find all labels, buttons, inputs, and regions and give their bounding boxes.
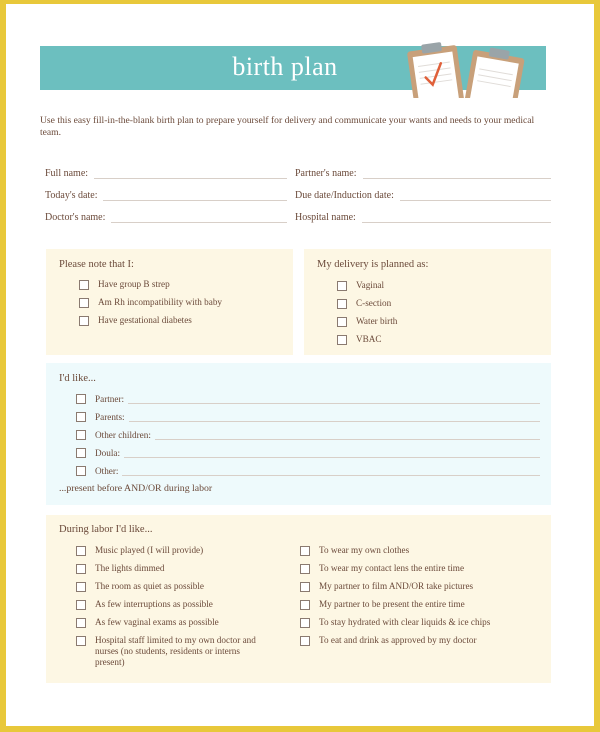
labor-item[interactable]: My partner to be present the entire time: [300, 599, 540, 610]
i-like-item[interactable]: Other:: [76, 465, 540, 476]
i-like-section: [46, 363, 551, 505]
checkbox[interactable]: [76, 618, 86, 628]
delivery-title: My delivery is planned as:: [317, 259, 429, 270]
checkbox[interactable]: [300, 600, 310, 610]
intro-text: Use this easy fill-in-the-blank birth plan to prepare yourself for delivery and communicate your wants and needs to your medical team.: [40, 115, 535, 138]
checkbox[interactable]: [300, 636, 310, 646]
checkbox[interactable]: [76, 636, 86, 646]
checkbox[interactable]: [76, 582, 86, 592]
labor-item[interactable]: To eat and drink as approved by my doctor: [300, 635, 540, 646]
labor-item[interactable]: As few interruptions as possible: [76, 599, 276, 610]
checkbox[interactable]: [337, 317, 347, 327]
i-like-item[interactable]: Parents:: [76, 411, 540, 422]
checkbox[interactable]: [76, 600, 86, 610]
partner-name-field[interactable]: [295, 168, 551, 179]
labor-item[interactable]: To stay hydrated with clear liquids & ice chips: [300, 617, 540, 628]
checkbox[interactable]: [76, 394, 86, 404]
labor-item[interactable]: The room as quiet as possible: [76, 581, 276, 592]
due-date-field[interactable]: [295, 190, 551, 201]
delivery-item[interactable]: C-section: [337, 298, 391, 309]
i-like-title: I'd like...: [59, 373, 96, 384]
labor-item[interactable]: Hospital staff limited to my own doctor and nurses (no students, residents or interns present): [76, 635, 266, 668]
delivery-item[interactable]: Water birth: [337, 316, 397, 327]
checkbox[interactable]: [76, 564, 86, 574]
please-note-item[interactable]: Have group B strep: [79, 279, 170, 290]
please-note-title: Please note that I:: [59, 259, 134, 270]
checkbox[interactable]: [76, 448, 86, 458]
labor-item[interactable]: My partner to film AND/OR take pictures: [300, 581, 540, 592]
checkbox[interactable]: [300, 618, 310, 628]
checkbox[interactable]: [337, 281, 347, 291]
labor-item[interactable]: To wear my contact lens the entire time: [300, 563, 540, 574]
delivery-section: [304, 249, 551, 355]
full-name-label: Full name:: [45, 168, 89, 179]
checkbox[interactable]: [79, 280, 89, 290]
checkbox[interactable]: [76, 466, 86, 476]
page-title: birth plan: [232, 52, 338, 81]
checkbox[interactable]: [337, 299, 347, 309]
labor-item[interactable]: To wear my own clothes: [300, 545, 540, 556]
checkbox[interactable]: [79, 316, 89, 326]
i-like-footer: ...present before AND/OR during labor: [59, 483, 213, 494]
doctor-name-field[interactable]: [45, 212, 287, 223]
checkbox[interactable]: [300, 564, 310, 574]
checkbox[interactable]: [79, 298, 89, 308]
full-name-field[interactable]: [45, 168, 287, 179]
todays-date-label: Today's date:: [45, 190, 98, 201]
checkbox[interactable]: [300, 582, 310, 592]
partner-name-label: Partner's name:: [295, 168, 357, 179]
checkbox[interactable]: [76, 412, 86, 422]
labor-item[interactable]: As few vaginal exams as possible: [76, 617, 276, 628]
please-note-section: [46, 249, 293, 355]
delivery-item[interactable]: Vaginal: [337, 280, 384, 291]
labor-item[interactable]: Music played (I will provide): [76, 545, 276, 556]
checkbox[interactable]: [300, 546, 310, 556]
checkbox[interactable]: [76, 546, 86, 556]
checkbox[interactable]: [337, 335, 347, 345]
labor-section: [46, 515, 551, 683]
i-like-item[interactable]: Partner:: [76, 393, 540, 404]
labor-item[interactable]: The lights dimmed: [76, 563, 276, 574]
i-like-item[interactable]: Doula:: [76, 447, 540, 458]
doctor-name-label: Doctor's name:: [45, 212, 106, 223]
due-date-label: Due date/Induction date:: [295, 190, 394, 201]
clipboard-check-icon: [402, 40, 542, 98]
please-note-item[interactable]: Have gestational diabetes: [79, 315, 192, 326]
hospital-name-label: Hospital name:: [295, 212, 356, 223]
i-like-item[interactable]: Other children:: [76, 429, 540, 440]
hospital-name-field[interactable]: [295, 212, 551, 223]
please-note-item[interactable]: Am Rh incompatibility with baby: [79, 297, 222, 308]
checkbox[interactable]: [76, 430, 86, 440]
todays-date-field[interactable]: [45, 190, 287, 201]
delivery-item[interactable]: VBAC: [337, 334, 382, 345]
labor-title: During labor I'd like...: [59, 524, 153, 535]
